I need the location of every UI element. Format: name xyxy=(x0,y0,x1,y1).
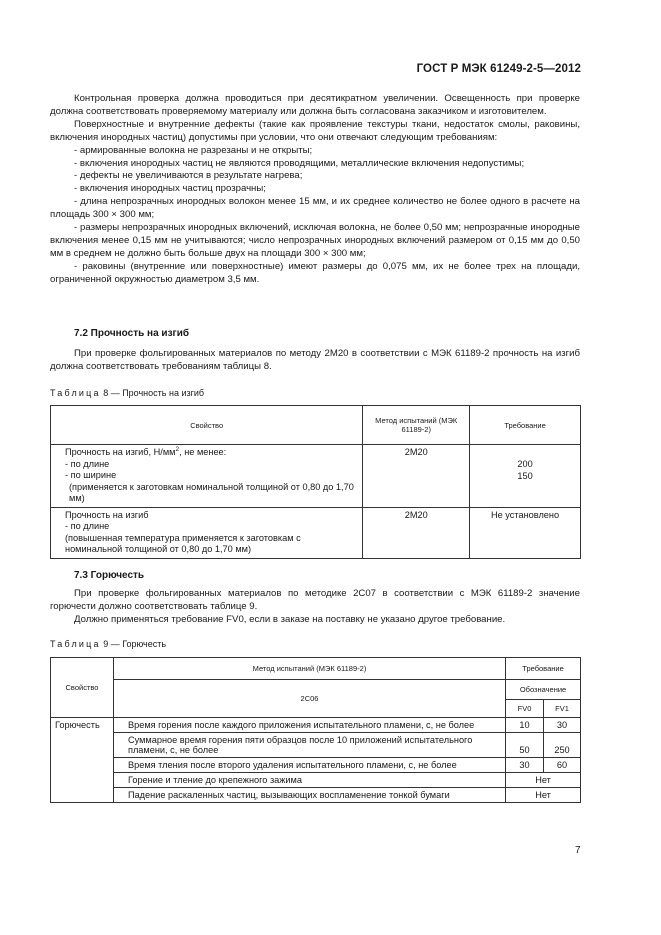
column-header: Обозначение xyxy=(506,680,581,700)
section-text xyxy=(50,348,580,374)
table-row: Время тления после второго удаления испытательного пламени, с, не более 30 60 xyxy=(51,758,581,773)
flexural-strength-table xyxy=(50,405,581,559)
column-header: 2С06 xyxy=(113,680,505,718)
list-item: - длина непрозрачных инородных волокон менее 15 мм, и их среднее количество не более одного в расчете на площадь 300 × 300 мм; xyxy=(50,196,580,221)
list-item: - размеры непрозрачных инородных включений, исключая волокна, не более 0,50 мм; непрозрачные инородные включения менее 0,15 мм не учитываются; число непрозрачных инородных включений размером от 0,15 мм до 0,50 мм в среднем не должно быть больше двух на площади 300 × 300 мм; xyxy=(50,222,580,259)
column-header: Требование xyxy=(470,406,581,445)
table-row: Прочность на изгиб, $Н/мм^2$, не менее: - по длине - по ширине (применяется к заготовкам номинальной толщиной от 0,80 до 1,70 мм) 2М20 200 150 xyxy=(51,445,581,508)
section-heading: 7.2 Прочность на изгиб xyxy=(74,328,190,339)
document-header: ГОСТ Р МЭК 61249-2-5—2012 xyxy=(416,63,581,75)
column-header: Свойство xyxy=(51,658,114,718)
paragraph: Поверхностные и внутренние дефекты (такие как проявление текстуры ткани, недостаток смолы, раковины, включения инородных частиц) допустимы при условии, что они отвечают следующим требованиям: xyxy=(50,118,580,143)
column-header: Свойство xyxy=(51,406,363,445)
intro-text xyxy=(50,93,580,287)
section-text xyxy=(50,588,580,627)
paragraph: При проверке фольгированных материалов по методу 2М20 в соответствии с МЭК 61189-2 прочность на изгиб должна соответствовать требованиям таблицы 8. xyxy=(50,348,580,372)
paragraph: Контрольная проверка должна проводиться при десятикратном увеличении. Освещенность при проверке должна соответствовать проверяемому материалу или должна быть согласована заказчиком и изготовителем. xyxy=(50,93,580,117)
list-item: - армированные волокна не разрезаны и не открыты; xyxy=(74,144,313,156)
flammability-table xyxy=(50,657,581,803)
list-item: - дефекты не увеличиваются в результате нагрева; xyxy=(74,170,303,182)
paragraph: При проверке фольгированных материалов по методике 2С07 в соответствии с МЭК 61189-2 значение горючести должно соответствовать таблице 9. xyxy=(50,588,580,612)
table-row: Прочность на изгиб - по длине (повышенная температура применяется к заготовкам с номинальной толщиной от 0,80 до 1,70 мм) 2М20 Не установлено xyxy=(51,507,581,558)
table-caption: Таблица 8 — Прочность на изгиб xyxy=(50,388,205,398)
column-header: Требование xyxy=(506,658,581,680)
table-row: Падение раскаленных частиц, вызывающих воспламенение тонкой бумаги Нет xyxy=(51,788,581,803)
list-item: - раковины (внутренние или поверхностные) имеют размеры до 0,075 мм, их не более трех на площади, ограниченной окружностью диаметром 3,5 мм. xyxy=(50,260,580,285)
section-heading: 7.3 Горючесть xyxy=(74,570,145,581)
table-row: Горение и тление до крепежного зажима Нет xyxy=(51,773,581,788)
column-header: FV1 xyxy=(544,700,581,718)
list-item: - включения инородных частиц не являются проводящими, металлические включения недопустимы; xyxy=(74,157,525,169)
table-row: Суммарное время горения пяти образцов после 10 приложений испытательного пламени, с, не более 50 250 xyxy=(51,733,581,758)
column-header: FV0 xyxy=(506,700,544,718)
table-caption: Таблица 9 — Горючесть xyxy=(50,639,167,649)
table-row: Горючесть Время горения после каждого приложения испытательного пламени, с, не более 10 30 xyxy=(51,718,581,733)
column-header: Метод испытаний (МЭК 61189-2) xyxy=(113,658,505,680)
paragraph: Должно применяться требование FV0, если в заказе на поставку не указано другое требование. xyxy=(74,613,506,625)
column-header: Метод испытаний (МЭК 61189-2) xyxy=(363,406,470,445)
list-item: - включения инородных частиц прозрачны; xyxy=(74,183,266,195)
page-number: 7 xyxy=(575,845,581,856)
